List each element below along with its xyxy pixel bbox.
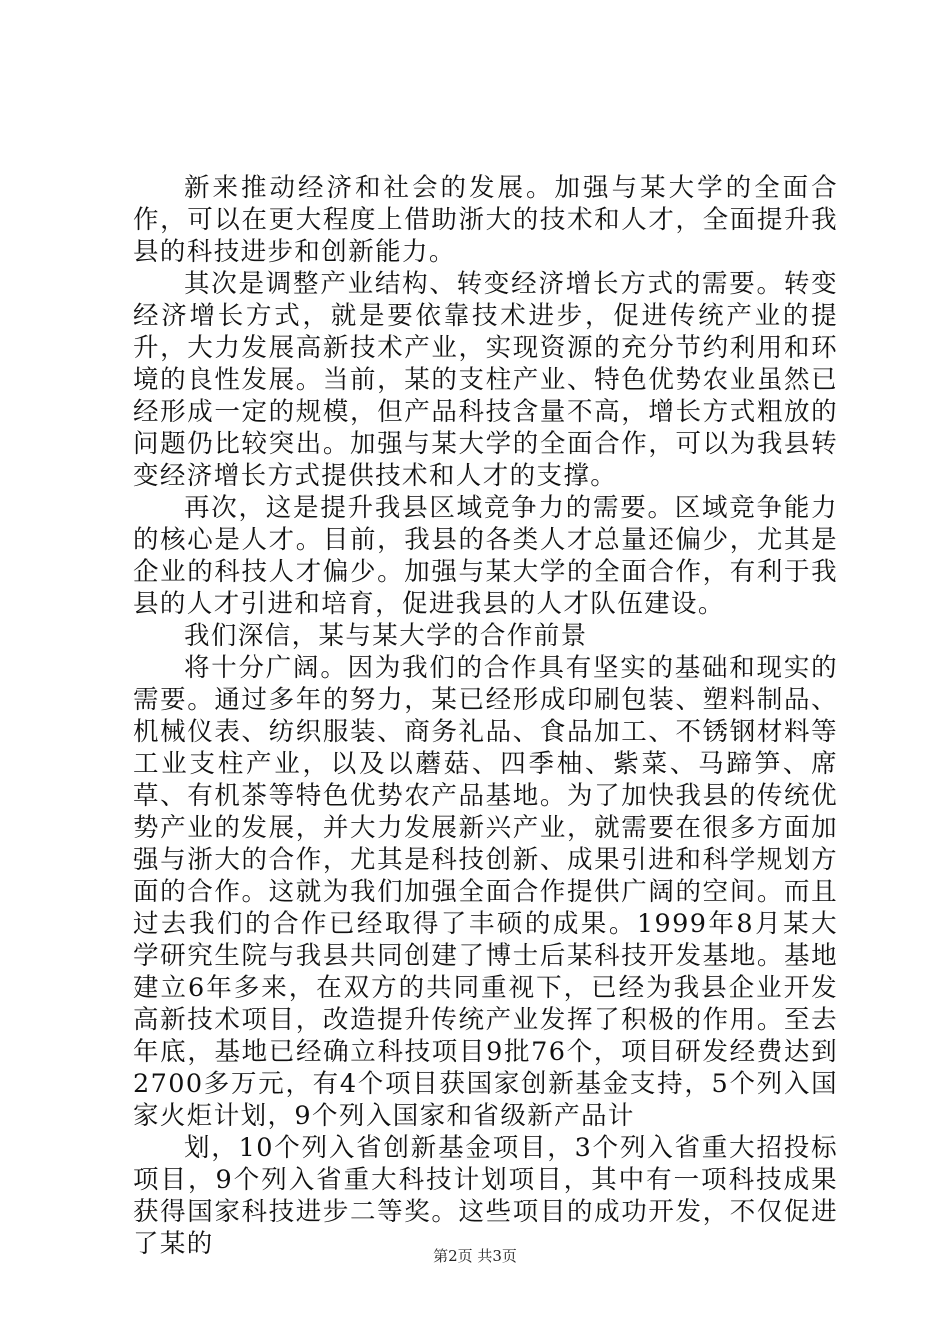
document-body <box>133 172 838 1260</box>
page-footer: 第2页 共3页 <box>433 1247 517 1265</box>
paragraph: 我们深信，某与某大学的合作前景 <box>184 621 588 651</box>
paragraph: 其次是调整产业结构、转变经济增长方式的需要。转变经济增长方式，就是要依靠技术进步，促进传统产业的提升，大力发展高新技术产业，实现资源的充分节约利用和环境的良性发展。当前，某的支柱产业、特色优势农业虽然已经形成一定的规模，但产品科技含量不高，增长方式粗放的问题仍比较突出。加强与某大学的全面合作，可以为我县转变经济增长方式提供技术和人才的支撑。 <box>133 269 838 491</box>
paragraph: 再次，这是提升我县区域竞争力的需要。区域竞争能力的核心是人才。目前，我县的各类人才总量还偏少，尤其是企业的科技人才偏少。加强与某大学的全面合作，有利于我县的人才引进和培育，促进我县的人才队伍建设。 <box>133 493 838 619</box>
paragraph: 新来推动经济和社会的发展。加强与某大学的全面合作，可以在更大程度上借助浙大的技术和人才，全面提升我县的科技进步和创新能力。 <box>133 173 838 267</box>
paragraph: 将十分广阔。因为我们的合作具有坚实的基础和现实的需要。通过多年的努力，某已经形成印刷包装、塑料制品、机械仪表、纺织服装、商务礼品、食品加工、不锈钢材料等工业支柱产业，以及以蘑菇、四季柚、紫菜、马蹄笋、席草、有机茶等特色优势农产品基地。为了加快我县的传统优势产业的发展，并大力发展新兴产业，就需要在很多方面加强与浙大的合作，尤其是科技创新、成果引进和科学规划方面的合作。这就为我们加强全面合作提供广阔的空间。而且过去我们的合作已经取得了丰硕的成果。1999年8月某大学研究生院与我县共同创建了博士后某科技开发基地。基地建立6年多来，在双方的共同重视下，已经为我县企业开发高新技术项目，改造提升传统产业发挥了积极的作用。至去年底，基地已经确立科技项目9批76个，项目研发经费达到2700多万元，有4个项目获国家创新基金支持，5个列入国家火炬计划，9个列入国家和省级新产品计 <box>133 653 838 1131</box>
paragraph: 划，10个列入省创新基金项目，3个列入省重大招投标项目，9个列入省重大科技计划项目，其中有一项科技成果获得国家科技进步二等奖。这些项目的成功开发，不仅促进了某的 <box>133 1133 838 1259</box>
